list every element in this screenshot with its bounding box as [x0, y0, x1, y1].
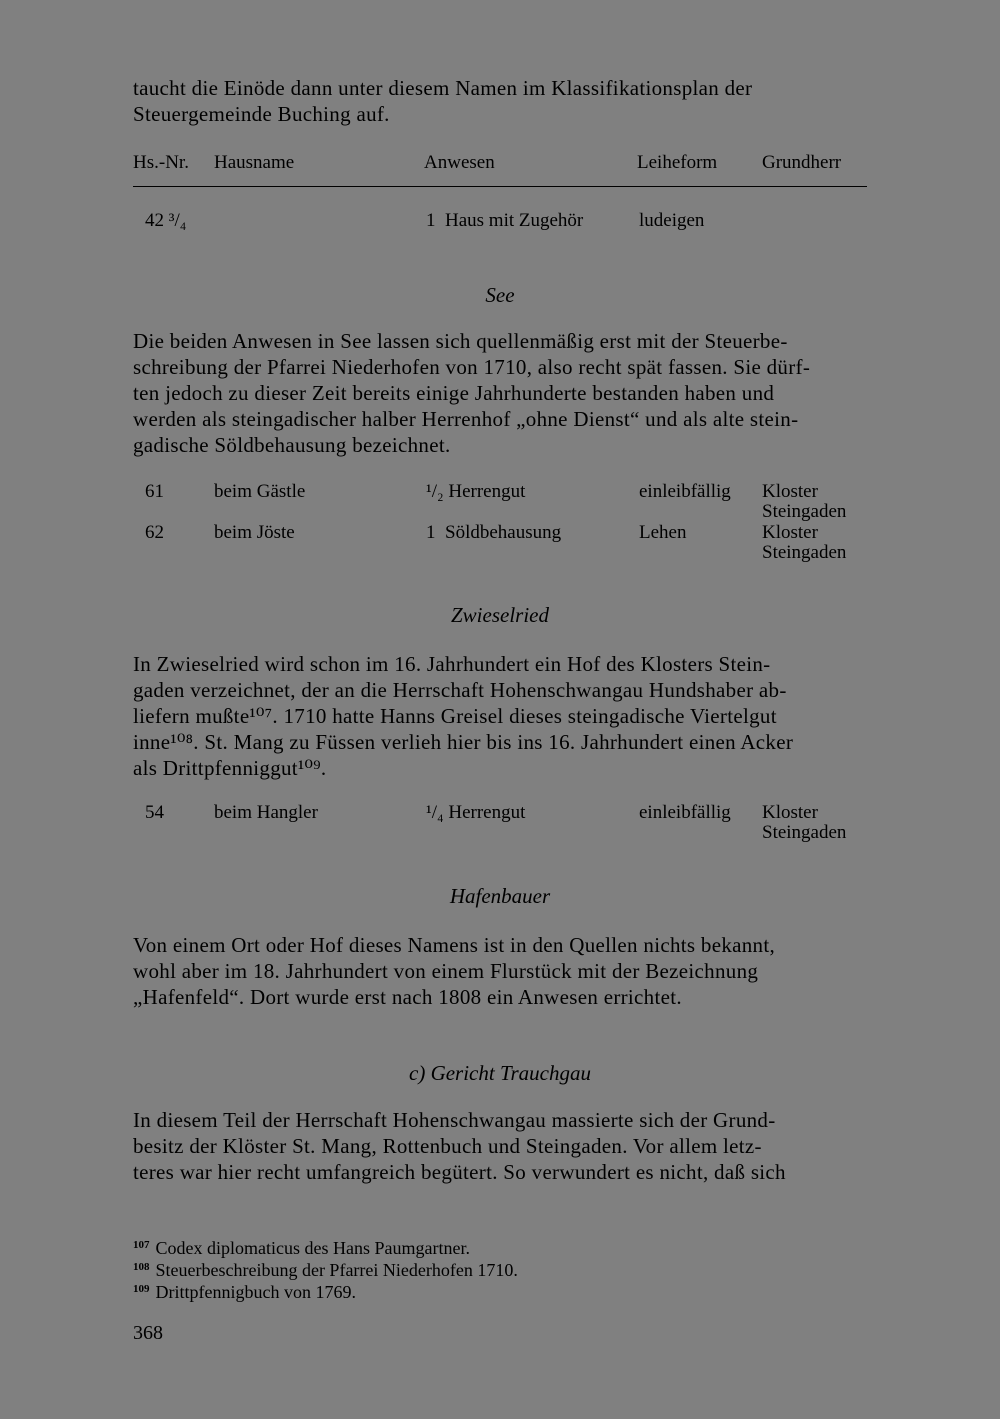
zwieselried-line: In Zwieselried wird schon im 16. Jahrhundert ein Hof des Klosters Stein- [133, 652, 771, 676]
table-cell-anwesen: 1 Söldbehausung [426, 522, 562, 543]
footnote-text: Codex diplomaticus des Hans Paumgartner. [155, 1238, 470, 1258]
col-header-leiheform: Leiheform [637, 152, 718, 173]
zwieselried-line: als Drittpfenniggut¹⁰⁹. [133, 756, 327, 780]
section-heading-trauchgau: c) Gericht Trauchgau [409, 1061, 591, 1085]
col-header-nr: Hs.-Nr. [133, 152, 189, 173]
table-cell-nr: 62 [145, 522, 164, 543]
page-number: 368 [133, 1322, 163, 1344]
footnote-number: 109 [133, 1283, 150, 1295]
table-cell-nr: 61 [145, 481, 164, 502]
see-line: gadische Söldbehausung bezeichnet. [133, 433, 451, 457]
table-cell-nr: 54 [145, 802, 164, 823]
zwieselried-line: inne¹⁰⁸. St. Mang zu Füssen verlieh hier bis ins 16. Jahrhundert einen Acker [133, 730, 794, 754]
table-cell-hausname: beim Hangler [214, 802, 318, 823]
table-cell-hausname: beim Gästle [214, 481, 306, 502]
table-cell-leiheform: einleibfällig [639, 802, 731, 823]
footnote-text: Steuerbeschreibung der Pfarrei Niederhofen 1710. [155, 1260, 518, 1280]
see-line: Die beiden Anwesen in See lassen sich quellenmäßig erst mit der Steuerbe- [133, 329, 788, 353]
hafenbauer-paragraph [133, 932, 867, 1010]
zwieselried-paragraph [133, 651, 867, 781]
table-cell-anwesen: ¹/₄ Herrengut [426, 802, 526, 823]
table-cell-grundherr: Steingaden [762, 501, 847, 522]
table-cell-anwesen: ¹/₂ Herrengut [426, 481, 526, 502]
see-line: schreibung der Pfarrei Niederhofen von 1710, also recht spät fassen. Sie dürf- [133, 355, 811, 379]
table-cell-grundherr: Kloster [762, 522, 818, 543]
section-heading-zwieselried: Zwieselried [451, 603, 549, 627]
see-paragraph [133, 328, 867, 458]
section-heading-see: See [485, 283, 515, 307]
table-cell-leiheform: Lehen [639, 522, 687, 543]
zwieselried-line: liefern mußte¹⁰⁷. 1710 hatte Hanns Greisel dieses steingadische Viertelgut [133, 704, 777, 728]
hafenbauer-line: wohl aber im 18. Jahrhundert von einem Flurstück mit der Bezeichnung [133, 959, 759, 983]
table-cell-anwesen: 1 Haus mit Zugehör [426, 210, 584, 231]
table-cell-hausname: beim Jöste [214, 522, 295, 543]
footnote [133, 1278, 356, 1303]
col-header-grundherr: Grundherr [762, 152, 842, 173]
table-cell-grundherr: Kloster [762, 481, 818, 502]
hafenbauer-line: „Hafenfeld“. Dort wurde erst nach 1808 ein Anwesen errichtet. [133, 985, 682, 1009]
see-line: ten jedoch zu dieser Zeit bereits einige Jahrhunderte bestanden haben und [133, 381, 775, 405]
intro-paragraph [133, 75, 867, 127]
hafenbauer-line: Von einem Ort oder Hof dieses Namens ist in den Quellen nichts bekannt, [133, 933, 776, 957]
table-cell-leiheform: einleibfällig [639, 481, 731, 502]
header-rule [133, 186, 867, 187]
trauchgau-line: besitz der Klöster St. Mang, Rottenbuch und Steingaden. Vor allem letz- [133, 1134, 762, 1158]
col-header-hausname: Hausname [214, 152, 295, 173]
intro-line: Steuergemeinde Buching auf. [133, 102, 390, 126]
table-cell-grundherr: Kloster [762, 802, 818, 823]
section-heading-hafenbauer: Hafenbauer [449, 884, 551, 908]
table-cell-grundherr: Steingaden [762, 822, 847, 843]
footnote-number: 107 [133, 1239, 150, 1251]
trauchgau-paragraph [133, 1107, 867, 1185]
table-cell-grundherr: Steingaden [762, 542, 847, 563]
intro-line: taucht die Einöde dann unter diesem Namen im Klassifikationsplan der [133, 76, 753, 100]
zwieselried-line: gaden verzeichnet, der an die Herrschaft Hohenschwangau Hundshaber ab- [133, 678, 787, 702]
footnote-number: 108 [133, 1261, 150, 1273]
trauchgau-line: teres war hier recht umfangreich begütert. So verwundert es nicht, daß sich [133, 1160, 786, 1184]
col-header-anwesen: Anwesen [424, 152, 495, 173]
footnote-text: Drittpfennigbuch von 1769. [155, 1282, 356, 1302]
trauchgau-line: In diesem Teil der Herrschaft Hohenschwangau massierte sich der Grund- [133, 1108, 776, 1132]
table-cell-nr: 42 ³/₄ [145, 210, 187, 231]
see-line: werden als steingadischer halber Herrenhof „ohne Dienst“ und als alte stein- [133, 407, 799, 431]
table-cell-leiheform: ludeigen [639, 210, 705, 231]
